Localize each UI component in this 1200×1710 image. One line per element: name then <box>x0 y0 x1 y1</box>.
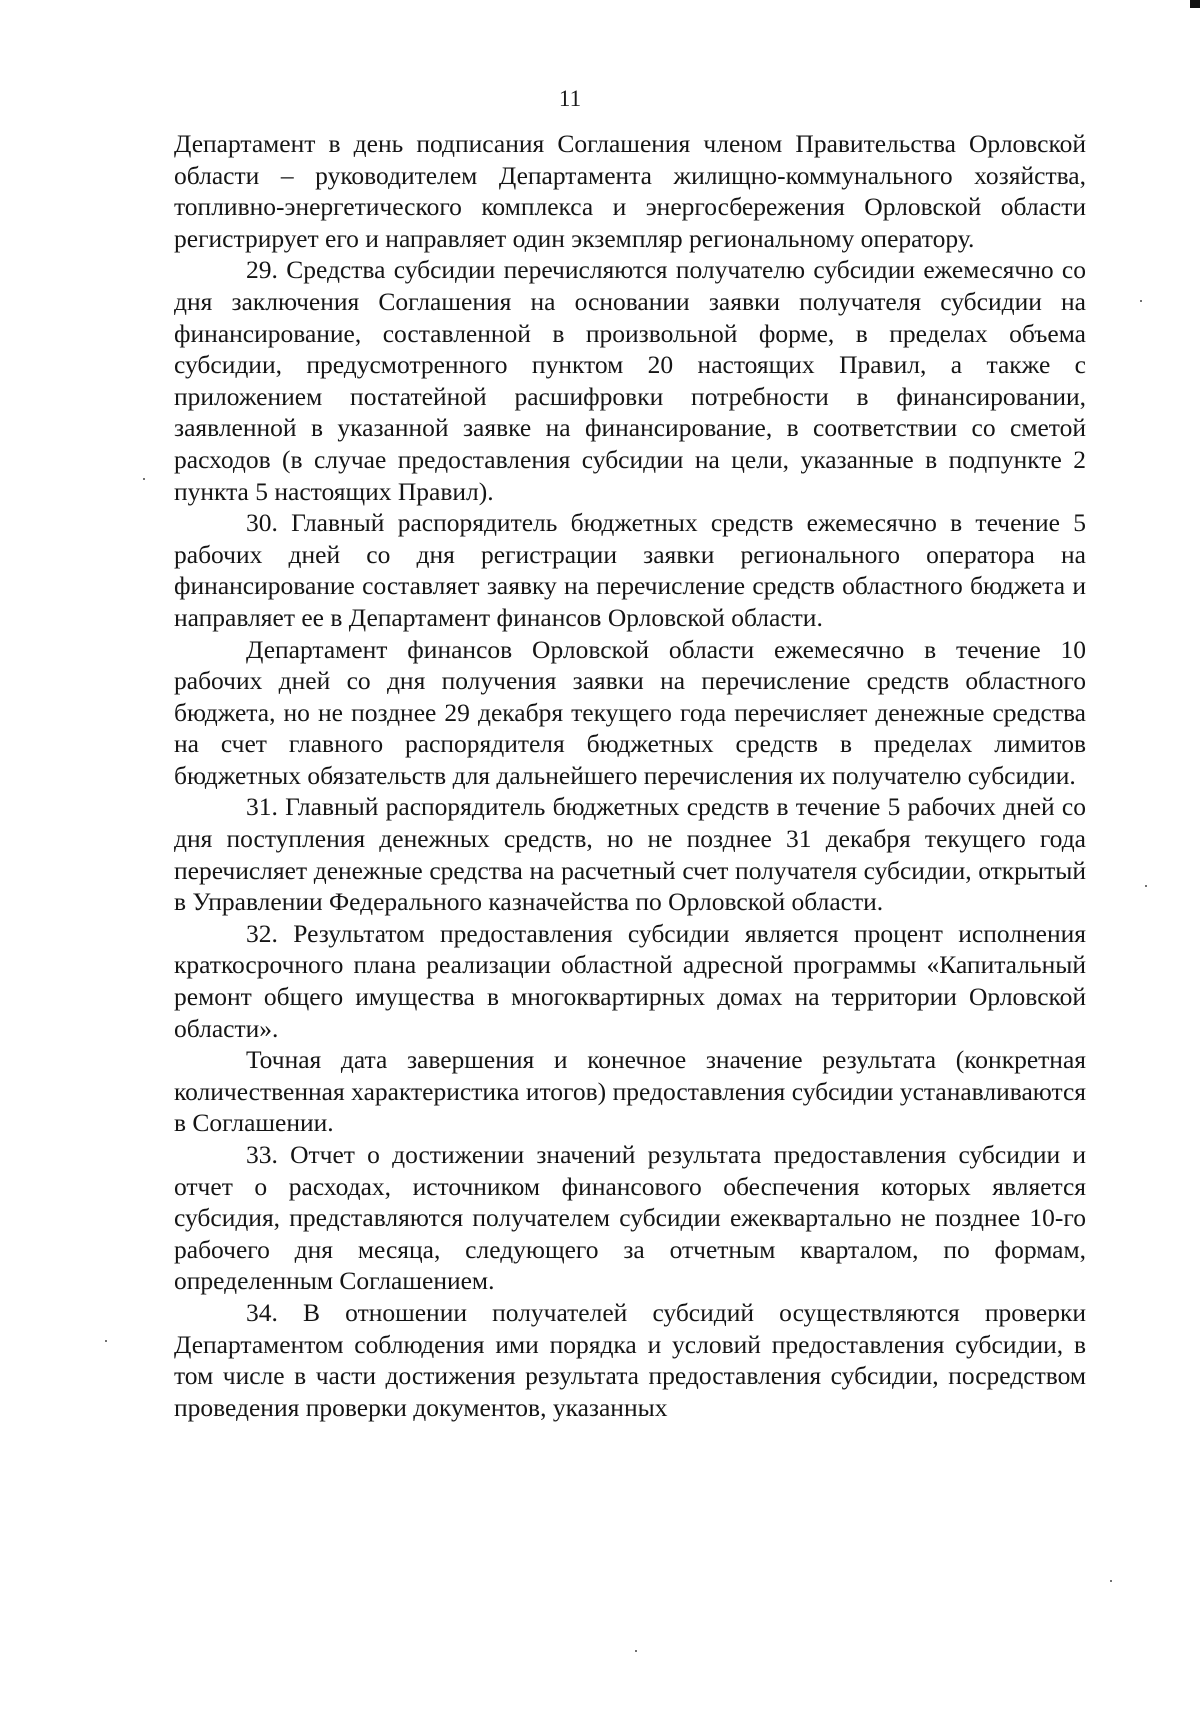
paragraph-32-continued: Точная дата завершения и конечное значение результата (конкретная количественная характеристика итогов) предоставления субсидии устанавливаются в Соглашении. <box>174 1045 1086 1138</box>
scan-speck <box>1145 885 1147 887</box>
page-number: 11 <box>558 86 582 111</box>
scan-speck <box>1110 1580 1112 1582</box>
document-body <box>174 128 1086 1423</box>
paragraph-30-continued: Департамент финансов Орловской области ежемесячно в течение 10 рабочих дней со дня получения заявки на перечисление средств областного бюджета, но не позднее 29 декабря текущего года перечисляет денежные средства на счет главного распорядителя бюджетных средств в пределах лимитов бюджетных обязательств для дальнейшего перечисления их получателю субсидии. <box>174 634 1086 790</box>
scan-speck <box>1140 300 1142 302</box>
paragraph-31: 31. Главный распорядитель бюджетных средств в течение 5 рабочих дней со дня поступления денежных средств, но не позднее 31 декабря текущего года перечисляет денежные средства на расчетный счет получателя субсидии, открытый в Управлении Федерального казначейства по Орловской области. <box>174 792 1086 917</box>
paragraph-32: 32. Результатом предоставления субсидии является процент исполнения краткосрочного плана реализации областной адресной программы «Капитальный ремонт общего имущества в многоквартирных домах на территории Орловской области». <box>174 918 1086 1043</box>
paragraph-33: 33. Отчет о достижении значений результата предоставления субсидии и отчет о расходах, источником финансового обеспечения которых является субсидия, представляются получателем субсидии ежеквартально не позднее 10-го рабочего дня месяца, следующего за отчетным кварталом, по формам, определенным Соглашением. <box>174 1140 1086 1296</box>
paragraph-34: 34. В отношении получателей субсидий осуществляются проверки Департаментом соблюдения ими порядка и условий предоставления субсидии, в том числе в части достижения результата предоставления субсидии, посредством проведения проверки документов, указанных <box>174 1297 1086 1422</box>
scan-edge-mark <box>1190 0 1200 8</box>
paragraph-1: Департамент в день подписания Соглашения членом Правительства Орловской области – руководителем Департамента жилищно-коммунального хозяйства, топливно-энергетического комплекса и энергосбережения Орловской области регистрирует его и направляет один экземпляр региональному оператору. <box>174 129 1086 253</box>
paragraph-30: 30. Главный распорядитель бюджетных средств ежемесячно в течение 5 рабочих дней со дня регистрации заявки регионального оператора на финансирование составляет заявку на перечисление средств областного бюджета и направляет ее в Департамент финансов Орловской области. <box>174 508 1086 632</box>
scan-speck <box>143 478 145 480</box>
paragraph-29: 29. Средства субсидии перечисляются получателю субсидии ежемесячно со дня заключения Соглашения на основании заявки получателя субсидии на финансирование, составленной в произвольной форме, в пределах объема субсидии, предусмотренного пунктом 20 настоящих Правил, а также с приложением постатейной расшифровки потребности в финансировании, заявленной в указанной заявке на финансирование, в соответствии со сметой расходов (в случае предоставления субсидии на цели, указанные в подпункте 2 пункта 5 настоящих Правил). <box>174 255 1086 506</box>
scan-speck <box>105 1340 107 1342</box>
scan-speck <box>635 1650 637 1652</box>
